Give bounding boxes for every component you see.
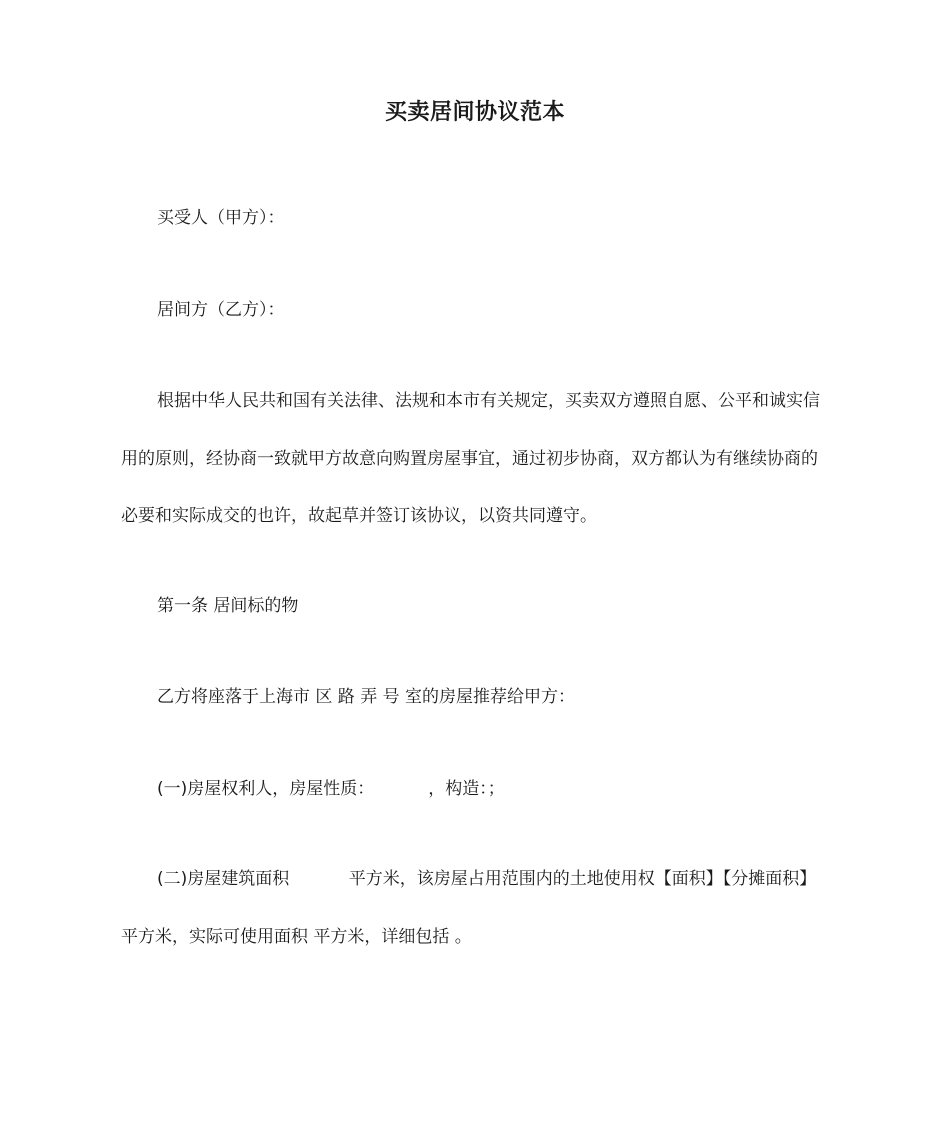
- item2-paragraph: (二)房屋建筑面积 平方米，该房屋占用范围内的土地使用权【面积】【分摊面积】 平方米，实际可使用面积 平方米，详细包括 。: [121, 869, 849, 947]
- intermediary-line: 居间方（乙方）：: [157, 300, 285, 320]
- article1-heading: 第一条 居间标的物: [157, 596, 299, 616]
- item1-paragraph: (一)房屋权利人，房屋性质： ，构造：；: [157, 779, 505, 799]
- preamble-paragraph: 根据中华人民共和国有关法律、法规和本市有关规定，买卖双方遵照自愿、公平和诚实信用的原则，经协商一致就甲方故意向购置房屋事宜，通过初步协商，双方都认为有继续协商的必要和实际成交的也许，故起草并签订该协议，以资共同遵守。: [121, 391, 820, 526]
- document-title: 买卖居间协议范本: [384, 100, 565, 125]
- article1-text: 乙方将座落于上海市 区 路 弄 号 室的房屋推荐给甲方：: [157, 687, 576, 707]
- buyer-line: 买受人（甲方）：: [157, 208, 285, 228]
